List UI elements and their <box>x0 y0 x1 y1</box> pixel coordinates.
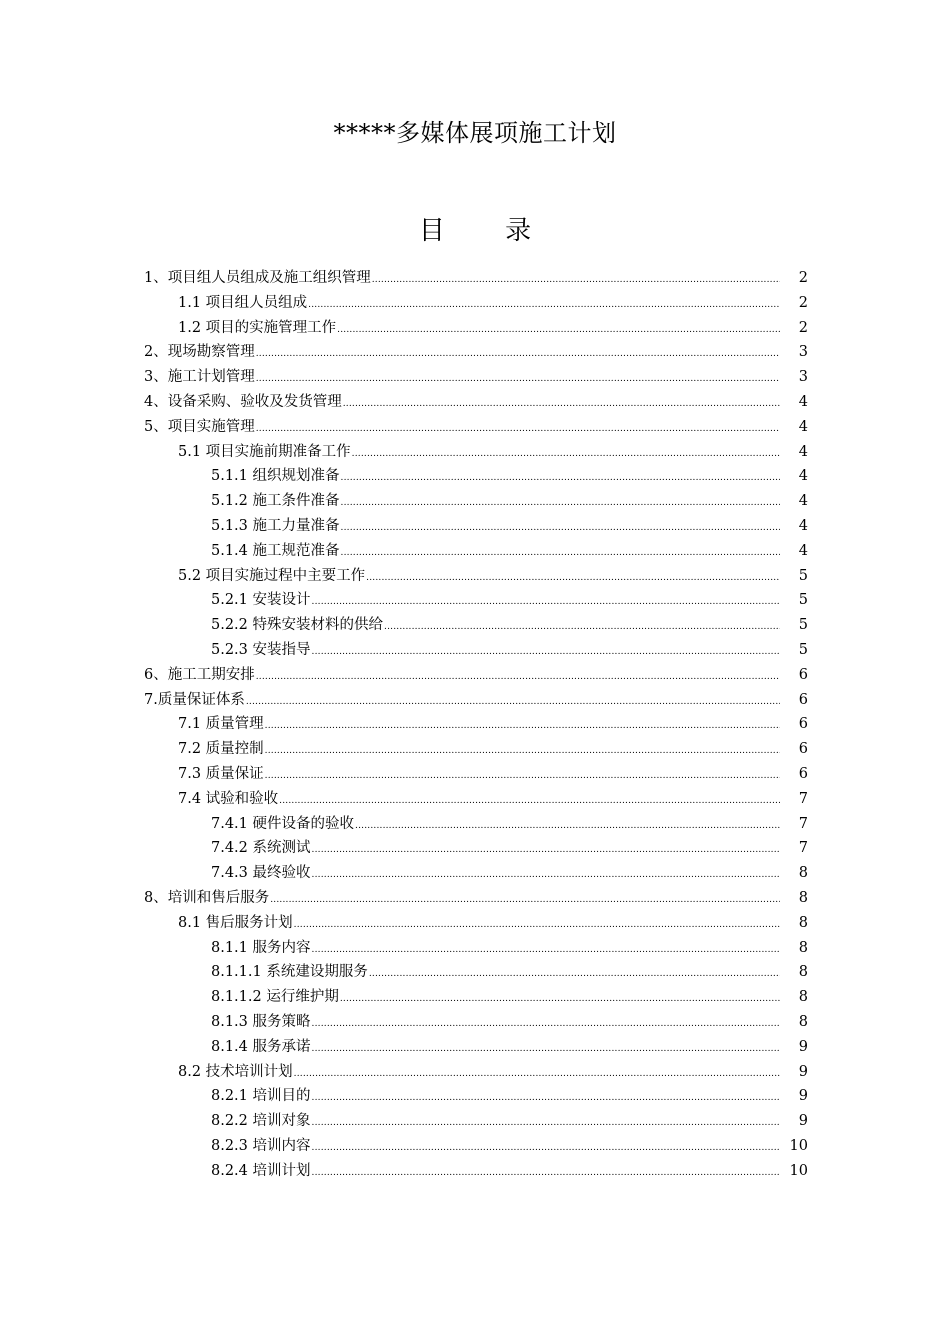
toc-entry-label: 8.2.1 培训目的 <box>211 1088 311 1105</box>
toc-entry-label: 5.1.4 施工规范准备 <box>211 542 340 559</box>
toc-entry-label: 5.2.3 安装指导 <box>211 641 311 658</box>
toc-entry-page-number: 6 <box>798 765 808 782</box>
toc-entry[interactable] <box>144 316 808 341</box>
toc-dot-leader <box>366 566 780 591</box>
toc-entry-label: 8.2 技术培训计划 <box>178 1063 293 1080</box>
toc-entry-label: 8.1.1.1 系统建设期服务 <box>211 964 368 981</box>
toc-entry-label: 1.1 项目组人员组成 <box>178 294 308 311</box>
toc-entry[interactable] <box>144 936 808 961</box>
toc-entry-page-number: 5 <box>798 617 808 634</box>
toc-entry[interactable] <box>144 440 808 465</box>
toc-entry-label: 1、项目组人员组成及施工组织管理 <box>144 270 371 286</box>
toc-entry-page-number: 6 <box>798 741 808 758</box>
toc-dot-leader <box>343 392 780 417</box>
toc-entry-label: 8.1.4 服务承诺 <box>211 1038 311 1055</box>
toc-entry-page-number: 4 <box>798 493 808 510</box>
toc-entry-page-number: 3 <box>798 344 808 361</box>
toc-entry-label: 5.1.3 施工力量准备 <box>211 517 340 534</box>
toc-entry-page-number: 5 <box>798 641 808 658</box>
toc-dot-leader <box>312 590 780 615</box>
toc-dot-leader <box>270 888 780 913</box>
toc-entry-page-number: 9 <box>798 1088 808 1105</box>
toc-dot-leader <box>312 1086 780 1111</box>
toc-entry-label: 7.4 试验和验收 <box>178 790 279 807</box>
toc-entry[interactable] <box>144 1159 808 1184</box>
toc-dot-leader <box>341 491 780 516</box>
toc-dot-leader <box>312 863 780 888</box>
toc-entry-label: 7.质量保证体系 <box>144 691 245 708</box>
toc-entry[interactable] <box>144 415 808 440</box>
toc-dot-leader <box>256 367 780 392</box>
toc-entry[interactable] <box>144 886 808 911</box>
toc-entry-page-number: 4 <box>798 542 808 559</box>
toc-dot-leader <box>312 1012 780 1037</box>
toc-entry[interactable] <box>144 861 808 886</box>
toc-dot-leader <box>372 268 780 293</box>
toc-entry-label: 5.1.1 组织规划准备 <box>211 468 340 485</box>
toc-entry-label: 5.2.1 安装设计 <box>211 592 311 609</box>
toc-entry-label: 7.4.1 硬件设备的验收 <box>211 815 355 832</box>
toc-entry-page-number: 8 <box>798 1013 808 1030</box>
toc-entry[interactable] <box>144 340 808 365</box>
toc-dot-leader <box>340 987 780 1012</box>
toc-entry-label: 8、培训和售后服务 <box>144 889 270 906</box>
toc-heading: 目 录 <box>418 216 558 246</box>
toc-dot-leader <box>294 913 780 938</box>
toc-entry[interactable] <box>144 266 808 291</box>
toc-entry[interactable] <box>144 836 808 861</box>
toc-entry-page-number: 4 <box>798 517 808 534</box>
toc-entry-label: 7.2 质量控制 <box>178 741 264 758</box>
toc-entry-page-number: 7 <box>798 790 808 807</box>
toc-entry[interactable] <box>144 464 808 489</box>
toc-dot-leader <box>384 615 780 640</box>
toc-entry[interactable] <box>144 688 808 713</box>
toc-entry[interactable] <box>144 489 808 514</box>
toc-entry-label: 6、施工工期安排 <box>144 666 255 683</box>
toc-entry-label: 2、现场勘察管理 <box>144 344 255 361</box>
toc-entry-label: 3、施工计划管理 <box>144 369 255 386</box>
toc-dot-leader <box>265 764 780 789</box>
toc-dot-leader <box>369 962 780 987</box>
toc-entry-page-number: 6 <box>798 716 808 733</box>
document-title: *****多媒体展项施工计划 <box>333 119 617 147</box>
toc-entry[interactable] <box>144 787 808 812</box>
toc-dot-leader <box>294 1062 780 1087</box>
toc-dot-leader <box>341 541 780 566</box>
toc-entry[interactable] <box>144 663 808 688</box>
toc-entry-label: 8.2.3 培训内容 <box>211 1137 311 1154</box>
toc-dot-leader <box>355 814 780 839</box>
toc-entry-label: 8.2.4 培训计划 <box>211 1162 311 1179</box>
toc-entry-label: 5.1.2 施工条件准备 <box>211 493 340 510</box>
toc-entry[interactable] <box>144 1134 808 1159</box>
toc-dot-leader <box>256 665 780 690</box>
toc-entry-page-number: 8 <box>798 939 808 956</box>
toc-entry-page-number: 2 <box>798 270 808 286</box>
toc-dot-leader <box>312 640 780 665</box>
toc-entry-label: 7.4.3 最终验收 <box>211 865 311 882</box>
toc-dot-leader <box>265 739 780 764</box>
toc-dot-leader <box>246 690 780 715</box>
toc-dot-leader <box>312 1037 780 1062</box>
toc-entry-label: 8.1.1 服务内容 <box>211 939 311 956</box>
toc-entry-page-number: 9 <box>798 1113 808 1130</box>
toc-entry[interactable] <box>144 564 808 589</box>
toc-dot-leader <box>308 293 780 318</box>
toc-dot-leader <box>279 789 780 814</box>
toc-entry-label: 8.1.1.2 运行维护期 <box>211 989 339 1006</box>
toc-entry[interactable] <box>144 911 808 936</box>
toc-entry-page-number: 6 <box>798 691 808 708</box>
toc-dot-leader <box>312 1136 780 1161</box>
toc-entry[interactable] <box>144 1109 808 1134</box>
toc-entry[interactable] <box>144 1084 808 1109</box>
toc-entry-label: 8.1.3 服务策略 <box>211 1013 311 1030</box>
toc-dot-leader <box>256 342 780 367</box>
toc-entry[interactable] <box>144 588 808 613</box>
toc-entry[interactable] <box>144 365 808 390</box>
toc-entry-page-number: 4 <box>798 393 808 410</box>
toc-entry[interactable] <box>144 1060 808 1085</box>
toc-entry-label: 8.2.2 培训对象 <box>211 1113 311 1130</box>
toc-dot-leader <box>312 838 780 863</box>
toc-entry[interactable] <box>144 985 808 1010</box>
toc-entry-page-number: 8 <box>798 865 808 882</box>
toc-entry[interactable] <box>144 712 808 737</box>
toc-entry-label: 7.4.2 系统测试 <box>211 840 311 857</box>
toc-entry-label: 7.3 质量保证 <box>178 765 264 782</box>
toc-entry-page-number: 4 <box>798 443 808 460</box>
toc-entry-label: 7.1 质量管理 <box>178 716 264 733</box>
toc-entry[interactable] <box>144 539 808 564</box>
toc-entry[interactable] <box>144 613 808 638</box>
toc-entry[interactable] <box>144 390 808 415</box>
toc-entry-page-number: 3 <box>798 369 808 386</box>
toc-entry-label: 1.2 项目的实施管理工作 <box>178 319 337 336</box>
toc-dot-leader <box>341 466 780 491</box>
toc-entry-page-number: 9 <box>798 1063 808 1080</box>
toc-entry-label: 5.2 项目实施过程中主要工作 <box>178 567 366 584</box>
toc-entry-page-number: 5 <box>798 592 808 609</box>
toc-entry-page-number: 4 <box>798 468 808 485</box>
toc-entry-label: 5.2.2 特殊安装材料的供给 <box>211 617 384 634</box>
toc-entry[interactable] <box>144 291 808 316</box>
toc-entry-page-number: 7 <box>798 840 808 857</box>
toc-entry[interactable] <box>144 1010 808 1035</box>
toc-entry[interactable] <box>144 762 808 787</box>
toc-dot-leader <box>312 1111 780 1136</box>
toc-entry-page-number: 2 <box>798 294 808 311</box>
toc-entry-label: 5、项目实施管理 <box>144 418 255 435</box>
toc-dot-leader <box>352 442 780 467</box>
toc-dot-leader <box>256 417 780 442</box>
toc-entry-label: 5.1 项目实施前期准备工作 <box>178 443 351 460</box>
toc-entry-label: 8.1 售后服务计划 <box>178 914 293 931</box>
toc-entry-page-number: 6 <box>798 666 808 683</box>
toc-entry[interactable] <box>144 1035 808 1060</box>
toc-entry-page-number: 10 <box>789 1162 808 1179</box>
toc-dot-leader <box>312 938 780 963</box>
toc-entry-page-number: 8 <box>798 964 808 981</box>
toc-entry-page-number: 5 <box>798 567 808 584</box>
toc-entry[interactable] <box>144 737 808 762</box>
toc-entry-page-number: 8 <box>798 914 808 931</box>
toc-entry-page-number: 7 <box>798 815 808 832</box>
toc-entry-page-number: 8 <box>798 989 808 1006</box>
toc-dot-leader <box>341 516 780 541</box>
toc-entry-label: 4、设备采购、验收及发货管理 <box>144 393 342 410</box>
table-of-contents <box>144 266 808 1183</box>
toc-entry-page-number: 4 <box>798 418 808 435</box>
toc-entry-page-number: 9 <box>798 1038 808 1055</box>
toc-entry-page-number: 2 <box>798 319 808 336</box>
toc-dot-leader <box>312 1161 780 1186</box>
toc-entry[interactable] <box>144 960 808 985</box>
toc-entry[interactable] <box>144 638 808 663</box>
toc-entry-page-number: 8 <box>798 889 808 906</box>
toc-dot-leader <box>265 714 780 739</box>
toc-dot-leader <box>337 318 780 343</box>
toc-entry-page-number: 10 <box>789 1137 808 1154</box>
toc-entry[interactable] <box>144 514 808 539</box>
toc-entry[interactable] <box>144 812 808 837</box>
